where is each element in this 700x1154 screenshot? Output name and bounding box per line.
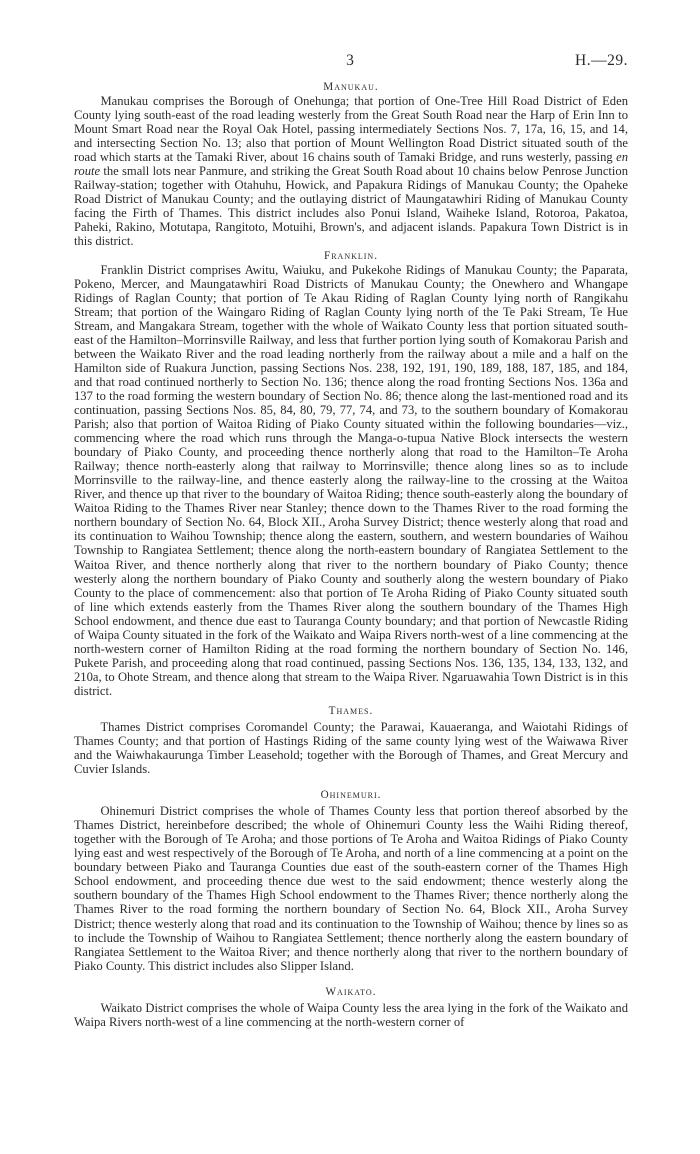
section-heading-thames: Thames.	[328, 704, 374, 717]
section-heading-ohinemuri: Ohinemuri.	[320, 789, 382, 802]
section-text-waikato: Waikato District comprises the whole of Waipa County less the area lying in the fork of the Waikato and Waipa Rivers north-west of a line commencing at the north-western corner of	[74, 1000, 628, 1029]
section-text-ohinemuri: Ohinemuri District comprises the whole of Thames County less that portion thereof absorbed by the Thames District, hereinbefore described; the whole of Ohinemuri County less the Waihi Riding thereof, together with the Borough of Te Aroha; and those portions of Te Aroha and Waitoa Ridings of Piako County lying east and west respectively of the Borough of Te Aroha, and north of a line commencing at a point on the boundary between Piako and Tauranga Counties due east of the south-eastern corner of the Thames High School endowment, and proceeding thence due west to the said endowment; thence westerly along the southern boundary of the Thames High School endowment to the Thames River; thence northerly along the Thames River to the road forming the northern boundary of Section No. 64, Block XII., Aroha Survey District; thence westerly along that road and its continuation to the Township of Waihou; thence by lines so as to include the Township of Waihou to Rangiatea Settlement; thence northerly along the eastern boundary of Rangiatea Settlement to the Waitoa River; and thence northerly along that river to the northern boundary of Piako County. This district includes also Slipper Island.	[74, 804, 628, 973]
page-number: 3	[346, 52, 354, 69]
section-text-thames: Thames District comprises Coromandel County; the Parawai, Kauaeranga, and Waiotahi Ridings of Thames County; and that portion of Hastings Riding of the same county lying west of the Waiwawa River and the Waiwhakaurunga Timber Leasehold; together with the Borough of Thames, and Great Mercury and Cuvier Islands.	[74, 719, 628, 777]
section-heading-manukau: Manukau.	[323, 81, 379, 93]
section-text-manukau: Manukau comprises the Borough of Onehunga; that portion of One-Tree Hill Road District of Eden County lying south-east of the road leading westerly from the Great South Road near the Harp of Erin Inn to Mount Smart Road near the Royal Oak Hotel, passing intermediately Sections Nos. 7, 17a, 16, 15, and 14, and intersecting Section No. 13; also that portion of Mount Wellington Road District situated south of the road which starts at the Tamaki River, about 16 chains south of Tamaki Bridge, and runs westerly, passing en route the small lots near Panmure, and striking the Great South Road about 10 chains below Penrose Junction Railway-station; together with Otahuhu, Howick, and Papakura Ridings of Manukau County; the Opaheke Road District of Manukau County; and the outlaying district of Maungatawhiri Riding of Manukau County facing the Firth of Thames. This district includes also Ponui Island, Waiheke Island, Rotoroa, Pakatoa, Paheki, Rakino, Motutapa, Rangitoto, Motuihi, Brown's, and adjacent islands. Papakura Town District is in this district.	[74, 94, 628, 249]
document-reference: H.—29.	[575, 52, 628, 69]
section-heading-franklin: Franklin.	[323, 249, 378, 262]
section-heading-waikato: Waikato.	[325, 985, 377, 998]
section-text-franklin: Franklin District comprises Awitu, Waiuku, and Pukekohe Ridings of Manukau County; the Paparata, Pokeno, Mercer, and Maungatawhiri Road Districts of Manukau County; the Onewhero and Whangape Ridings of Raglan County; that portion of Te Akau Riding of Raglan County lying north of Rangikahu Stream; that portion of the Waingaro Riding of Raglan County lying north of the Te Paki Stream, Te Hue Stream, and Mangakara Stream, together with the whole of Waikato County less that portion situated south-east of the Hamilton–Morrinsville Railway, and less that further portion lying south of Komakorau Parish and between the Waikato River and the road leading northerly from the railway about a mile and a half on the Hamilton side of Ruakura Junction, passing Sections Nos. 238, 192, 191, 190, 189, 188, 187, 185, and 184, and that road continued northerly to Section No. 136; thence along the road fronting Sections Nos. 136a and 137 to the road forming the western boundary of Section No. 86; thence along the last-mentioned road and its continuation, passing Sections Nos. 85, 84, 80, 79, 77, 74, and 73, to the southern boundary of Komakorau Parish; also that portion of Waitoa Riding of Piako County situated within the following boundaries—viz., commencing where the road which runs through the Manga-o-tupua Native Block intersects the western boundary of Piako County, and proceeding thence northerly along that road to the Hamilton–Te Aroha Railway; thence north-easterly along that railway to Morrinsville; thence along lines so as to include Morrinsville to the railway-line, and thence easterly along the railway-line to the crossing at the Waitoa River, and thence up that river to the boundary of Waitoa Riding; thence south-easterly along the boundary of Waitoa Riding to the Thames River near Stanley; thence down to the Thames River to the road forming the northern boundary of Section No. 64, Block XII., Aroha Survey District; thence westerly along that road and its continuation to Waihou Township; thence along the eastern, southern, and western boundaries of Waihou Township to Rangiatea Settlement; thence along the north-eastern boundary of Rangiatea Settlement to the Waitoa River, and thence northerly along that river to the northern boundary of Piako County; thence westerly along the northern boundary of Piako County and southerly along the western boundary of Piako County to the place of commencement: also that portion of Te Aroha Riding of Piako County situated south of line which extends easterly from the Thames River along the southern boundary of the Thames High School endowment, and thence due east to Tauranga County boundary; and that portion of Newcastle Riding of Waipa County situated in the fork of the Waikato and Waipa Rivers north-west of a line commencing at the north-western corner of Hamilton Riding at the road forming the northern boundary of Section No. 146, Pukete Parish, and proceeding along that road continued, passing Sections Nos. 136, 135, 134, 133, 132, and 210a, to Ohote Stream, and thence along that stream to the Waipa River. Ngaruawahia Town District is in this district.	[74, 262, 628, 698]
